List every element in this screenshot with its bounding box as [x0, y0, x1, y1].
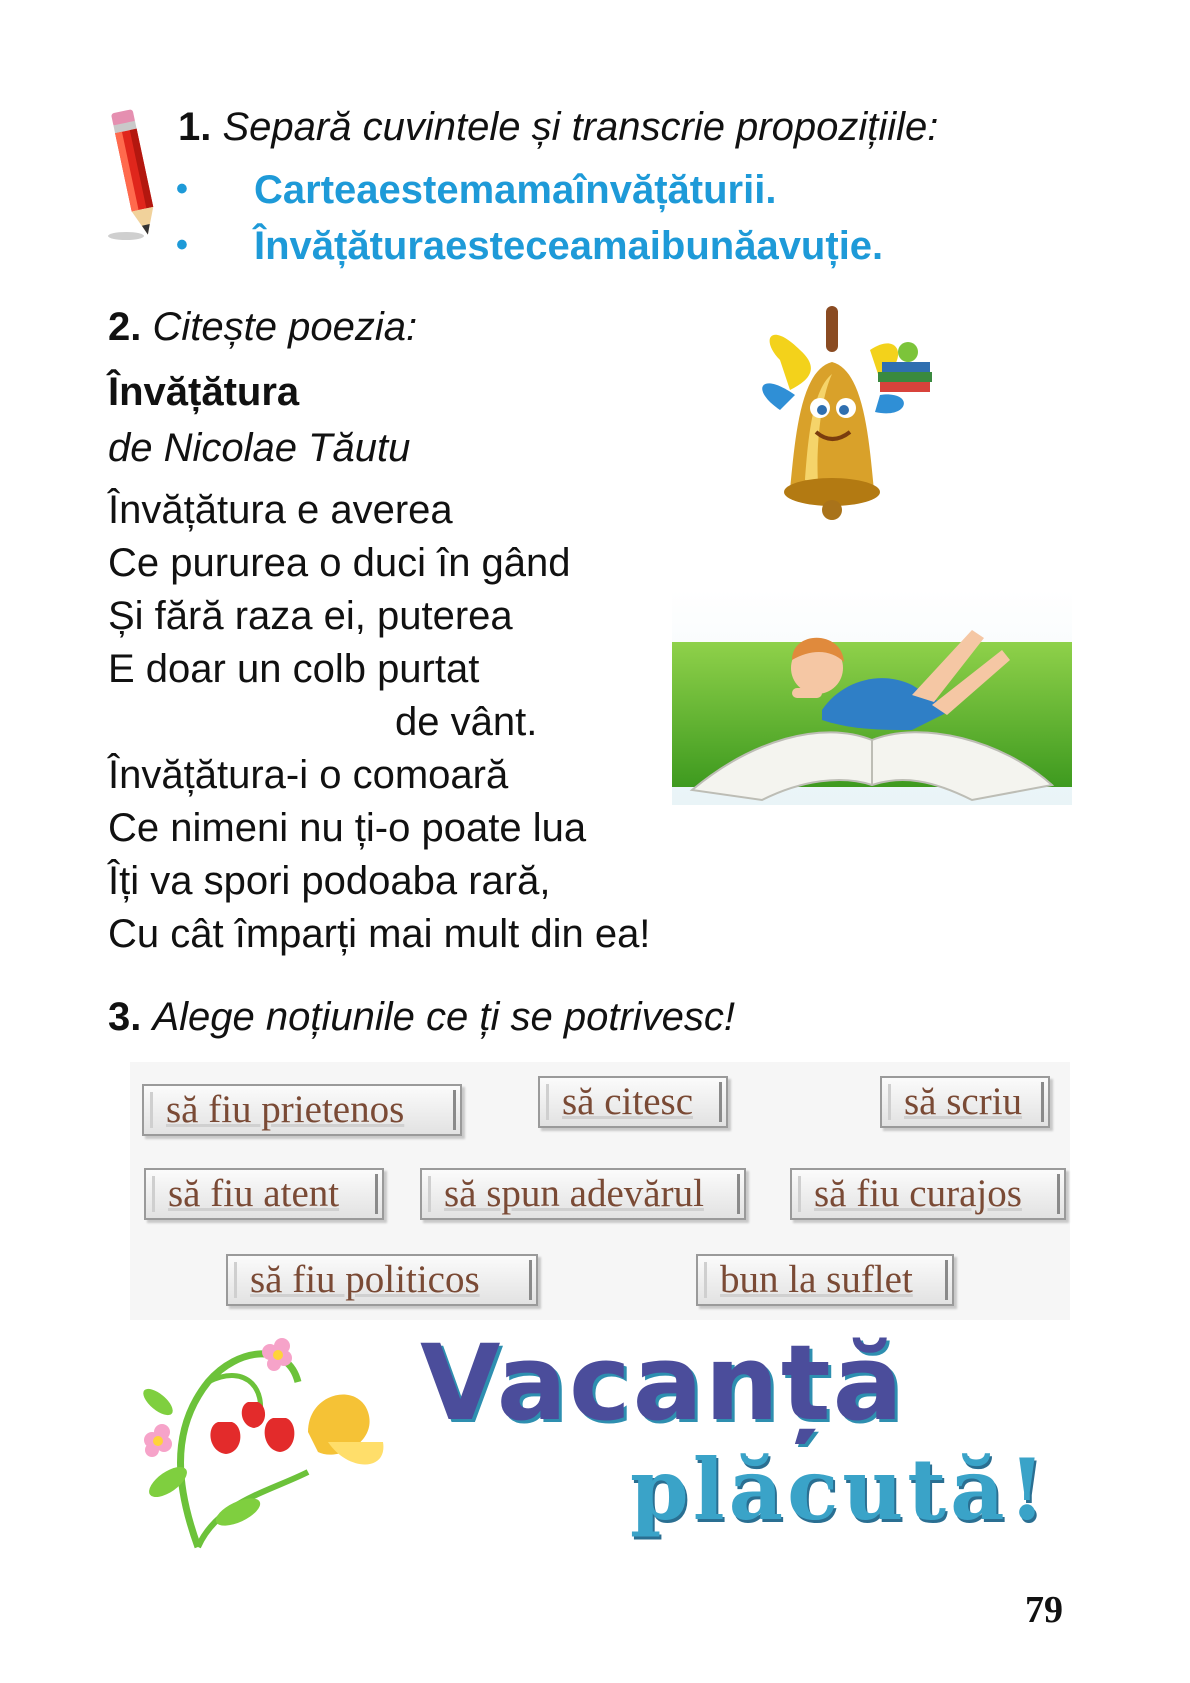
poem-line: Învățătura-i o comoară [108, 753, 509, 797]
task-1-heading [178, 104, 938, 150]
sentence-text: Învățăturaesteceamaibunăavuție. [254, 224, 884, 268]
poem-line: E doar un colb purtat [108, 647, 480, 691]
task-3-number: 3. [108, 995, 142, 1039]
poem-line: Învățătura e averea [108, 488, 453, 532]
bullet-marker: • [176, 226, 188, 264]
task-3-instruction: Alege noțiunile ce ți se potrivesc! [152, 995, 736, 1039]
poem-line: Ce nimeni nu ți-o poate lua [108, 806, 587, 850]
task-2-instruction: Citește poezia: [152, 305, 418, 349]
pencil-icon [104, 104, 166, 244]
task-2-heading [108, 304, 417, 350]
task-2-number: 2. [108, 305, 142, 349]
vacation-banner-line-2: plăcută! [630, 1440, 1050, 1539]
vacation-banner-line-1: Vacanță [420, 1322, 905, 1444]
page-number: 79 [1025, 1589, 1063, 1631]
school-bell-illustration [750, 300, 950, 530]
notion-chip[interactable]: să citesc [538, 1076, 728, 1128]
notion-chip[interactable]: să fiu curajos [790, 1168, 1066, 1220]
notion-chip[interactable]: să spun adevărul [420, 1168, 746, 1220]
sentence-text: Carteaestemamaînvățăturii. [254, 168, 777, 212]
poem-line: Ce pururea o duci în gând [108, 541, 571, 585]
flower-strawberry-illustration [128, 1322, 398, 1552]
poem-line: Îți va spori podoaba rară, [108, 859, 551, 903]
task-1-instruction: Separă cuvintele și transcrie propozițiile: [222, 105, 939, 149]
girl-reading-book-illustration [672, 590, 1072, 805]
notion-chip[interactable]: să scriu [880, 1076, 1050, 1128]
poem-line: de vânt. [395, 700, 538, 744]
poem-author: de Nicolae Tăutu [108, 426, 411, 470]
poem-line: Cu cât împarți mai mult din ea! [108, 912, 651, 956]
notion-chip[interactable]: să fiu politicos [226, 1254, 538, 1306]
task-3-heading [108, 994, 735, 1040]
notion-chip[interactable]: să fiu prietenos [142, 1084, 462, 1136]
poem-title: Învățătura [108, 370, 300, 414]
notion-chip[interactable]: să fiu atent [144, 1168, 384, 1220]
poem-line: Și fără raza ei, puterea [108, 594, 513, 638]
bullet-marker: • [176, 170, 188, 208]
task-1-number: 1. [178, 105, 212, 149]
poem-body [108, 484, 650, 961]
notion-chip-area [130, 1062, 1070, 1320]
notion-chip[interactable]: bun la suflet [696, 1254, 954, 1306]
